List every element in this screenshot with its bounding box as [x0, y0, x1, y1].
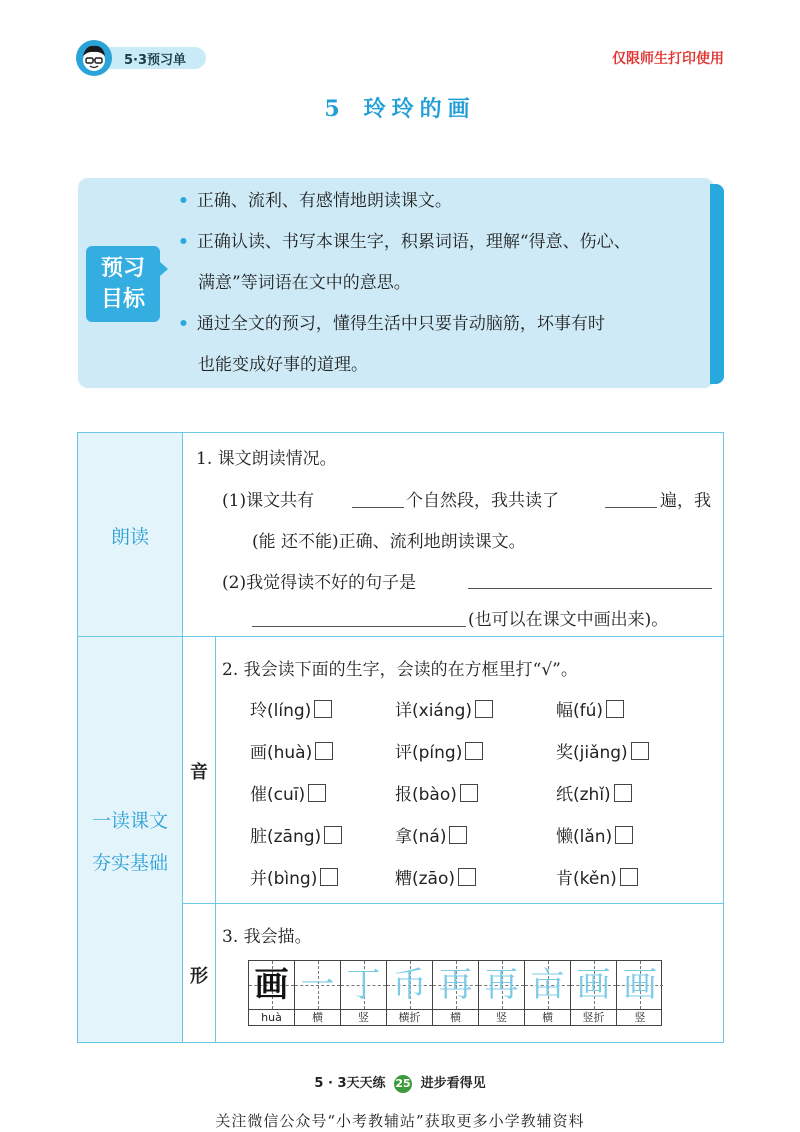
q1-title: 1. 课文朗读情况。: [196, 449, 337, 469]
divider: [215, 637, 216, 1042]
check-box[interactable]: [314, 700, 332, 718]
print-restriction-note: 仅限师生打印使用: [612, 51, 724, 67]
tracing-grid: [248, 960, 662, 1026]
section-basics-label-line2: 夯实基础: [91, 852, 168, 874]
trace-cell[interactable]: 币: [387, 961, 433, 1009]
stroke-label: 竖: [634, 1011, 646, 1024]
trace-cell[interactable]: 丁: [341, 961, 387, 1009]
check-box[interactable]: [449, 826, 467, 844]
q1-p1-a: (1)课文共有: [222, 491, 315, 511]
stroke-label: 横折: [387, 1010, 433, 1026]
char-item: 脏(zāng): [250, 822, 342, 847]
divider: [183, 903, 723, 904]
char-item: 并(bìng): [250, 864, 338, 889]
stroke-label: 横: [295, 1010, 341, 1026]
paragraph-count-blank[interactable]: [352, 507, 404, 508]
stroke-label: 横: [433, 1010, 479, 1026]
check-box[interactable]: [320, 868, 338, 886]
badge-label: 5·3预习单: [124, 53, 187, 68]
read-times-blank[interactable]: [605, 507, 657, 508]
char-item: 拿(ná): [395, 822, 467, 847]
char-item: 糟(zāo): [395, 864, 476, 889]
q1-p2-b: (也可以在课文中画出来)。: [468, 610, 669, 630]
goal-item: • 正确认读、书写本课生字，积累词语，理解“得意、伤心、: [178, 232, 631, 252]
goal-item-continued: 满意”等词语在文中的意思。: [198, 273, 411, 293]
char-item: 详(xiáng): [395, 696, 493, 721]
page-footer: [0, 1072, 800, 1093]
char-item: 肯(kěn): [556, 864, 638, 889]
trace-cell[interactable]: 画: [617, 961, 663, 1009]
goal-item-continued: 也能变成好事的道理。: [198, 355, 368, 375]
difficult-sentence-blank-2[interactable]: [252, 626, 466, 627]
char-item: 懒(lǎn): [556, 822, 633, 847]
q1-p2-a: (2)我觉得读不好的句子是: [222, 573, 417, 593]
trace-cell[interactable]: 画: [571, 961, 617, 1009]
check-box[interactable]: [620, 868, 638, 886]
q1-p1-d: (能 还不能)正确、流利地朗读课文。: [252, 532, 526, 552]
goals-label-line1: 预习: [100, 256, 145, 281]
difficult-sentence-blank[interactable]: [468, 588, 712, 589]
char-item: 奖(jiǎng): [556, 738, 649, 763]
wechat-notice: 关注微信公众号“小考教辅站”获取更多小学教辅资料: [215, 1112, 585, 1130]
check-box[interactable]: [615, 826, 633, 844]
stroke-label: 竖: [341, 1010, 387, 1026]
check-box[interactable]: [614, 784, 632, 802]
trace-cell[interactable]: 画: [249, 961, 295, 1009]
series-badge: [76, 40, 206, 74]
section-basics-label-line1: 一读课文: [91, 810, 168, 832]
lesson-name: 玲玲的画: [363, 96, 476, 122]
char-item: 催(cuī): [250, 780, 326, 805]
goal-item: • 正确、流利、有感情地朗读课文。: [178, 191, 452, 211]
goals-label: [86, 246, 160, 322]
stroke-label: 竖: [479, 1010, 525, 1026]
divider: [78, 636, 723, 637]
stroke-label: 竖折: [571, 1010, 617, 1026]
lesson-number: 5: [324, 96, 346, 122]
check-box[interactable]: [465, 742, 483, 760]
char-item: 评(píng): [395, 738, 483, 763]
check-box[interactable]: [324, 826, 342, 844]
trace-cell[interactable]: 亩: [525, 961, 571, 1009]
lesson-title: [0, 92, 800, 123]
char-item: 报(bào): [395, 780, 478, 805]
goals-panel-edge: [710, 184, 724, 384]
sound-label: 音: [190, 762, 208, 783]
char-item: 玲(líng): [250, 696, 332, 721]
divider: [182, 433, 183, 1042]
footer-slogan: 进步看得见: [420, 1076, 486, 1091]
trace-cell[interactable]: 再: [433, 961, 479, 1009]
check-box[interactable]: [460, 784, 478, 802]
q2-title: 2. 我会读下面的生字，会读的在方框里打“√”。: [222, 660, 578, 680]
q3-title: 3. 我会描。: [222, 927, 312, 947]
check-box[interactable]: [606, 700, 624, 718]
char-item: 纸(zhǐ): [556, 780, 632, 805]
badge-pill: [98, 47, 206, 69]
char-item: 幅(fú): [556, 696, 624, 721]
check-box[interactable]: [475, 700, 493, 718]
check-box[interactable]: [308, 784, 326, 802]
mascot-icon: [76, 40, 112, 76]
trace-cell[interactable]: 一: [295, 961, 341, 1009]
goal-item: • 通过全文的预习，懂得生活中只要肯动脑筋，坏事有时: [178, 314, 605, 334]
footer-series: 5 · 3天天练: [314, 1076, 386, 1091]
page-number: 25: [394, 1075, 412, 1093]
check-box[interactable]: [631, 742, 649, 760]
goals-label-line2: 目标: [100, 287, 145, 312]
shape-label: 形: [190, 966, 208, 987]
check-box[interactable]: [315, 742, 333, 760]
char-item: 画(huà): [250, 738, 333, 763]
q1-p1-c: 遍，我: [660, 491, 711, 511]
check-box[interactable]: [458, 868, 476, 886]
section-read-label: 朗读: [110, 526, 149, 548]
trace-cell[interactable]: 再: [479, 961, 525, 1009]
stroke-label: 横: [525, 1010, 571, 1026]
q1-p1-b: 个自然段，我共读了: [406, 491, 559, 511]
stroke-label: huà: [249, 1010, 295, 1026]
